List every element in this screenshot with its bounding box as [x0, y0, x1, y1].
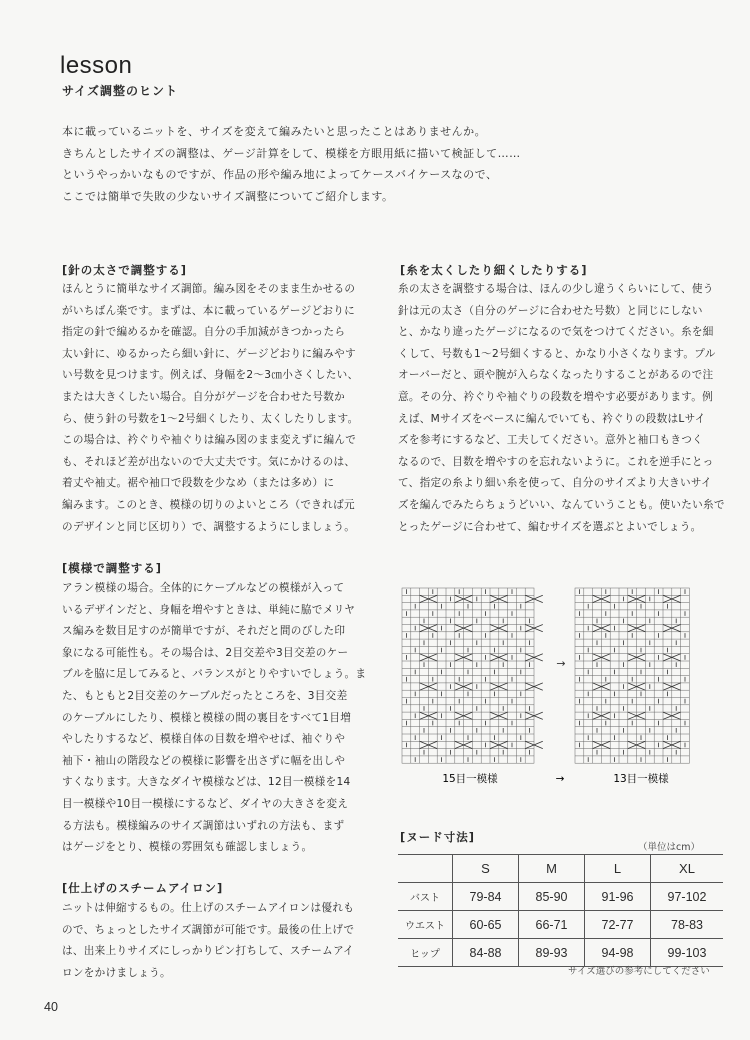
table-cell: 78-83 [651, 911, 724, 939]
intro-paragraph [62, 121, 562, 207]
table-cell: 91-96 [585, 883, 651, 911]
size-table-unit: （単位はcm） [638, 842, 700, 853]
table-cell: 66-71 [519, 911, 585, 939]
body-line: と、かなり違ったゲージになるので気をつけてください。糸を細 [398, 326, 714, 339]
page-number: 40 [44, 1000, 58, 1014]
body-line: 太い針に、ゆるかったら細い針に、ゲージどおりに編みやす [62, 347, 356, 360]
col-header: XL [651, 855, 724, 883]
table-cell: 94-98 [585, 939, 651, 967]
body-line: はゲージをとり、模様の雰囲気も確認しましょう。 [62, 841, 313, 854]
intro-line: というやっかいなものですが、作品の形や編み地によってケースバイケースなので、 [62, 168, 498, 181]
body-line: ズを参考にするなど、工夫してください。意外と袖口もきつく [398, 434, 704, 447]
body-line: 指定の針で編めるかを確認。自分の手加減がきつかったら [62, 326, 346, 339]
table-cell: 60-65 [453, 911, 519, 939]
table-cell: 89-93 [519, 939, 585, 967]
body-line: とったゲージに合わせて、編むサイズを選ぶとよいでしょう。 [398, 520, 702, 533]
body-line: アラン模様の場合。全体的にケーブルなどの模様が入って [62, 582, 345, 594]
col-header: M [519, 855, 585, 883]
row-header: ウエスト [398, 911, 453, 939]
table-corner [398, 855, 453, 883]
table-cell: 72-77 [585, 911, 651, 939]
body-line: 編みます。このとき、模様の切りのよいところ（できれば元 [62, 498, 355, 511]
size-table-heading: [ヌード寸法] [400, 830, 476, 844]
section-body-pattern [62, 578, 372, 859]
body-line: ス編みを数目足すのが簡単ですが、それだと間のびした印 [62, 625, 346, 638]
col-header: S [453, 855, 519, 883]
body-line: ロンをかけましょう。 [62, 966, 171, 979]
body-line: ほんとうに簡単なサイズ調節。編み図をそのまま生かせるの [62, 283, 356, 295]
body-line: る方法も。模様編みのサイズ調節はいずれの方法も、まず [62, 819, 345, 832]
body-line: ニットは伸縮するもの。仕上げのスチームアイロンは優れも [62, 902, 355, 914]
body-line: 象になる可能性も。その場合は、2目交差や3目交差のケー [62, 646, 349, 659]
chart-label-left: 15目一模様 [442, 773, 498, 785]
body-line: 糸の太さを調整する場合は、ほんの少し違うくらいにして、使う [398, 283, 714, 295]
table-cell: 99-103 [651, 939, 724, 967]
body-line: えば、Mサイズをベースに編んでいても、衿ぐりの段数はLサイ [398, 412, 706, 425]
page-title: lesson [60, 52, 133, 79]
body-line: くして、号数も1〜2号細くすると、かなり小さくなります。プル [398, 347, 716, 360]
section-body-needle [62, 279, 372, 538]
table-cell: 79-84 [453, 883, 519, 911]
body-line: がいちばん楽です。まずは、本に載っているゲージどおりに [62, 304, 356, 317]
chart-15-stitch [402, 588, 543, 763]
table-row [398, 883, 723, 911]
body-line: ら、使う針の号数を1〜2号細くしたり、太くしたりします。 [62, 412, 359, 425]
section-heading-yarn: [糸を太くしたり細くしたりする] [400, 263, 588, 277]
col-header: L [585, 855, 651, 883]
section-heading-needle: [針の太さで調整する] [62, 263, 188, 277]
body-line: オーバーだと、頭や腕が入らなくなったりすることがあるので注 [398, 369, 714, 382]
knitting-charts [398, 585, 708, 800]
body-line: または大きくしたい場合。自分がゲージを合わせた号数か [62, 390, 346, 403]
body-line: いるデザインだと、身幅を増やすときは、単純に脇でメリヤ [62, 603, 356, 616]
section-body-yarn [398, 279, 725, 538]
body-line: は、出来上りサイズにしっかりピン打ちして、スチームアイ [62, 945, 354, 958]
body-line: この場合は、衿ぐりや袖ぐりは編み図のまま変えずに編んで [62, 434, 357, 447]
body-line: 針は元の太さ（自分のゲージに合わせた号数）と同じにしない [398, 304, 703, 317]
section-heading-steam: [仕上げのスチームアイロン] [62, 881, 224, 895]
body-line: も、それほど差が出ないので大丈夫です。気にかけるのは、 [62, 455, 356, 468]
chart-label-arrow: → [555, 773, 565, 785]
body-line: なるので、目数を増やすのを忘れないように。これを逆手にとっ [398, 455, 714, 468]
chart-label-right: 13目一模様 [613, 773, 669, 785]
body-line: い号数を見つけます。例えば、身幅を2〜3㎝小さくしたい、 [62, 369, 359, 382]
body-line: 着丈や袖丈。裾や袖口で段数を少なめ（または多め）に [62, 477, 335, 490]
section-heading-pattern: [模様で調整する] [62, 561, 163, 575]
body-line: ブルを脇に足してみると、バランスがとりやすいでしょう。ま [62, 668, 367, 681]
intro-line: 本に載っているニットを、サイズを変えて編みたいと思ったことはありませんか。 [62, 125, 487, 138]
section-body-steam [62, 898, 372, 984]
body-line: のデザインと同じ区切り）で、調整するようにしましょう。 [62, 520, 356, 533]
body-line: やしたりするなど、模様自体の目数を増やせば、袖ぐりや [62, 733, 346, 746]
intro-line: きちんとしたサイズの調整は、ゲージ計算をして、模様を方眼用紙に描いて検証して…… [62, 146, 521, 160]
row-header: バスト [398, 883, 453, 911]
body-line: ズを編んでみたらちょうどいい、なんていうことも。使いたい糸で [398, 498, 725, 511]
page-subtitle: サイズ調整のヒント [62, 84, 179, 98]
chart-13-stitch [575, 588, 689, 763]
body-line: て、指定の糸より細い糸を使って、自分のサイズより大きいサイ [398, 477, 712, 490]
chart-arrow-middle: → [556, 657, 566, 670]
body-line: 目一模様や10目一模様にするなど、ダイヤの大きさを変え [62, 797, 349, 810]
body-line: ので、ちょっとしたサイズ調節が可能です。最後の仕上げで [62, 923, 355, 936]
body-line: 袖下・袖山の階段などの模様に影響を出さずに幅を出しや [62, 754, 346, 767]
body-line: た、もともと2目交差のケーブルだったところを、3目交差 [62, 689, 348, 702]
body-line: のケーブルにしたり、模様と模様の間の裏目をすべて1目増 [62, 711, 352, 724]
body-line: 意。その分、衿ぐりや袖ぐりの段数を増やす必要があります。例 [398, 390, 714, 403]
table-row [398, 911, 723, 939]
size-table [398, 854, 723, 967]
row-header: ヒップ [398, 939, 453, 967]
intro-line: ここでは簡単で失敗の少ないサイズ調整についてご紹介します。 [62, 189, 394, 203]
table-cell: 84-88 [453, 939, 519, 967]
size-table-note: サイズ選びの参考にしてください [568, 966, 710, 977]
table-cell: 85-90 [519, 883, 585, 911]
body-line: すくなります。大きなダイヤ模様などは、12目一模様を14 [62, 776, 351, 789]
table-cell: 97-102 [651, 883, 724, 911]
